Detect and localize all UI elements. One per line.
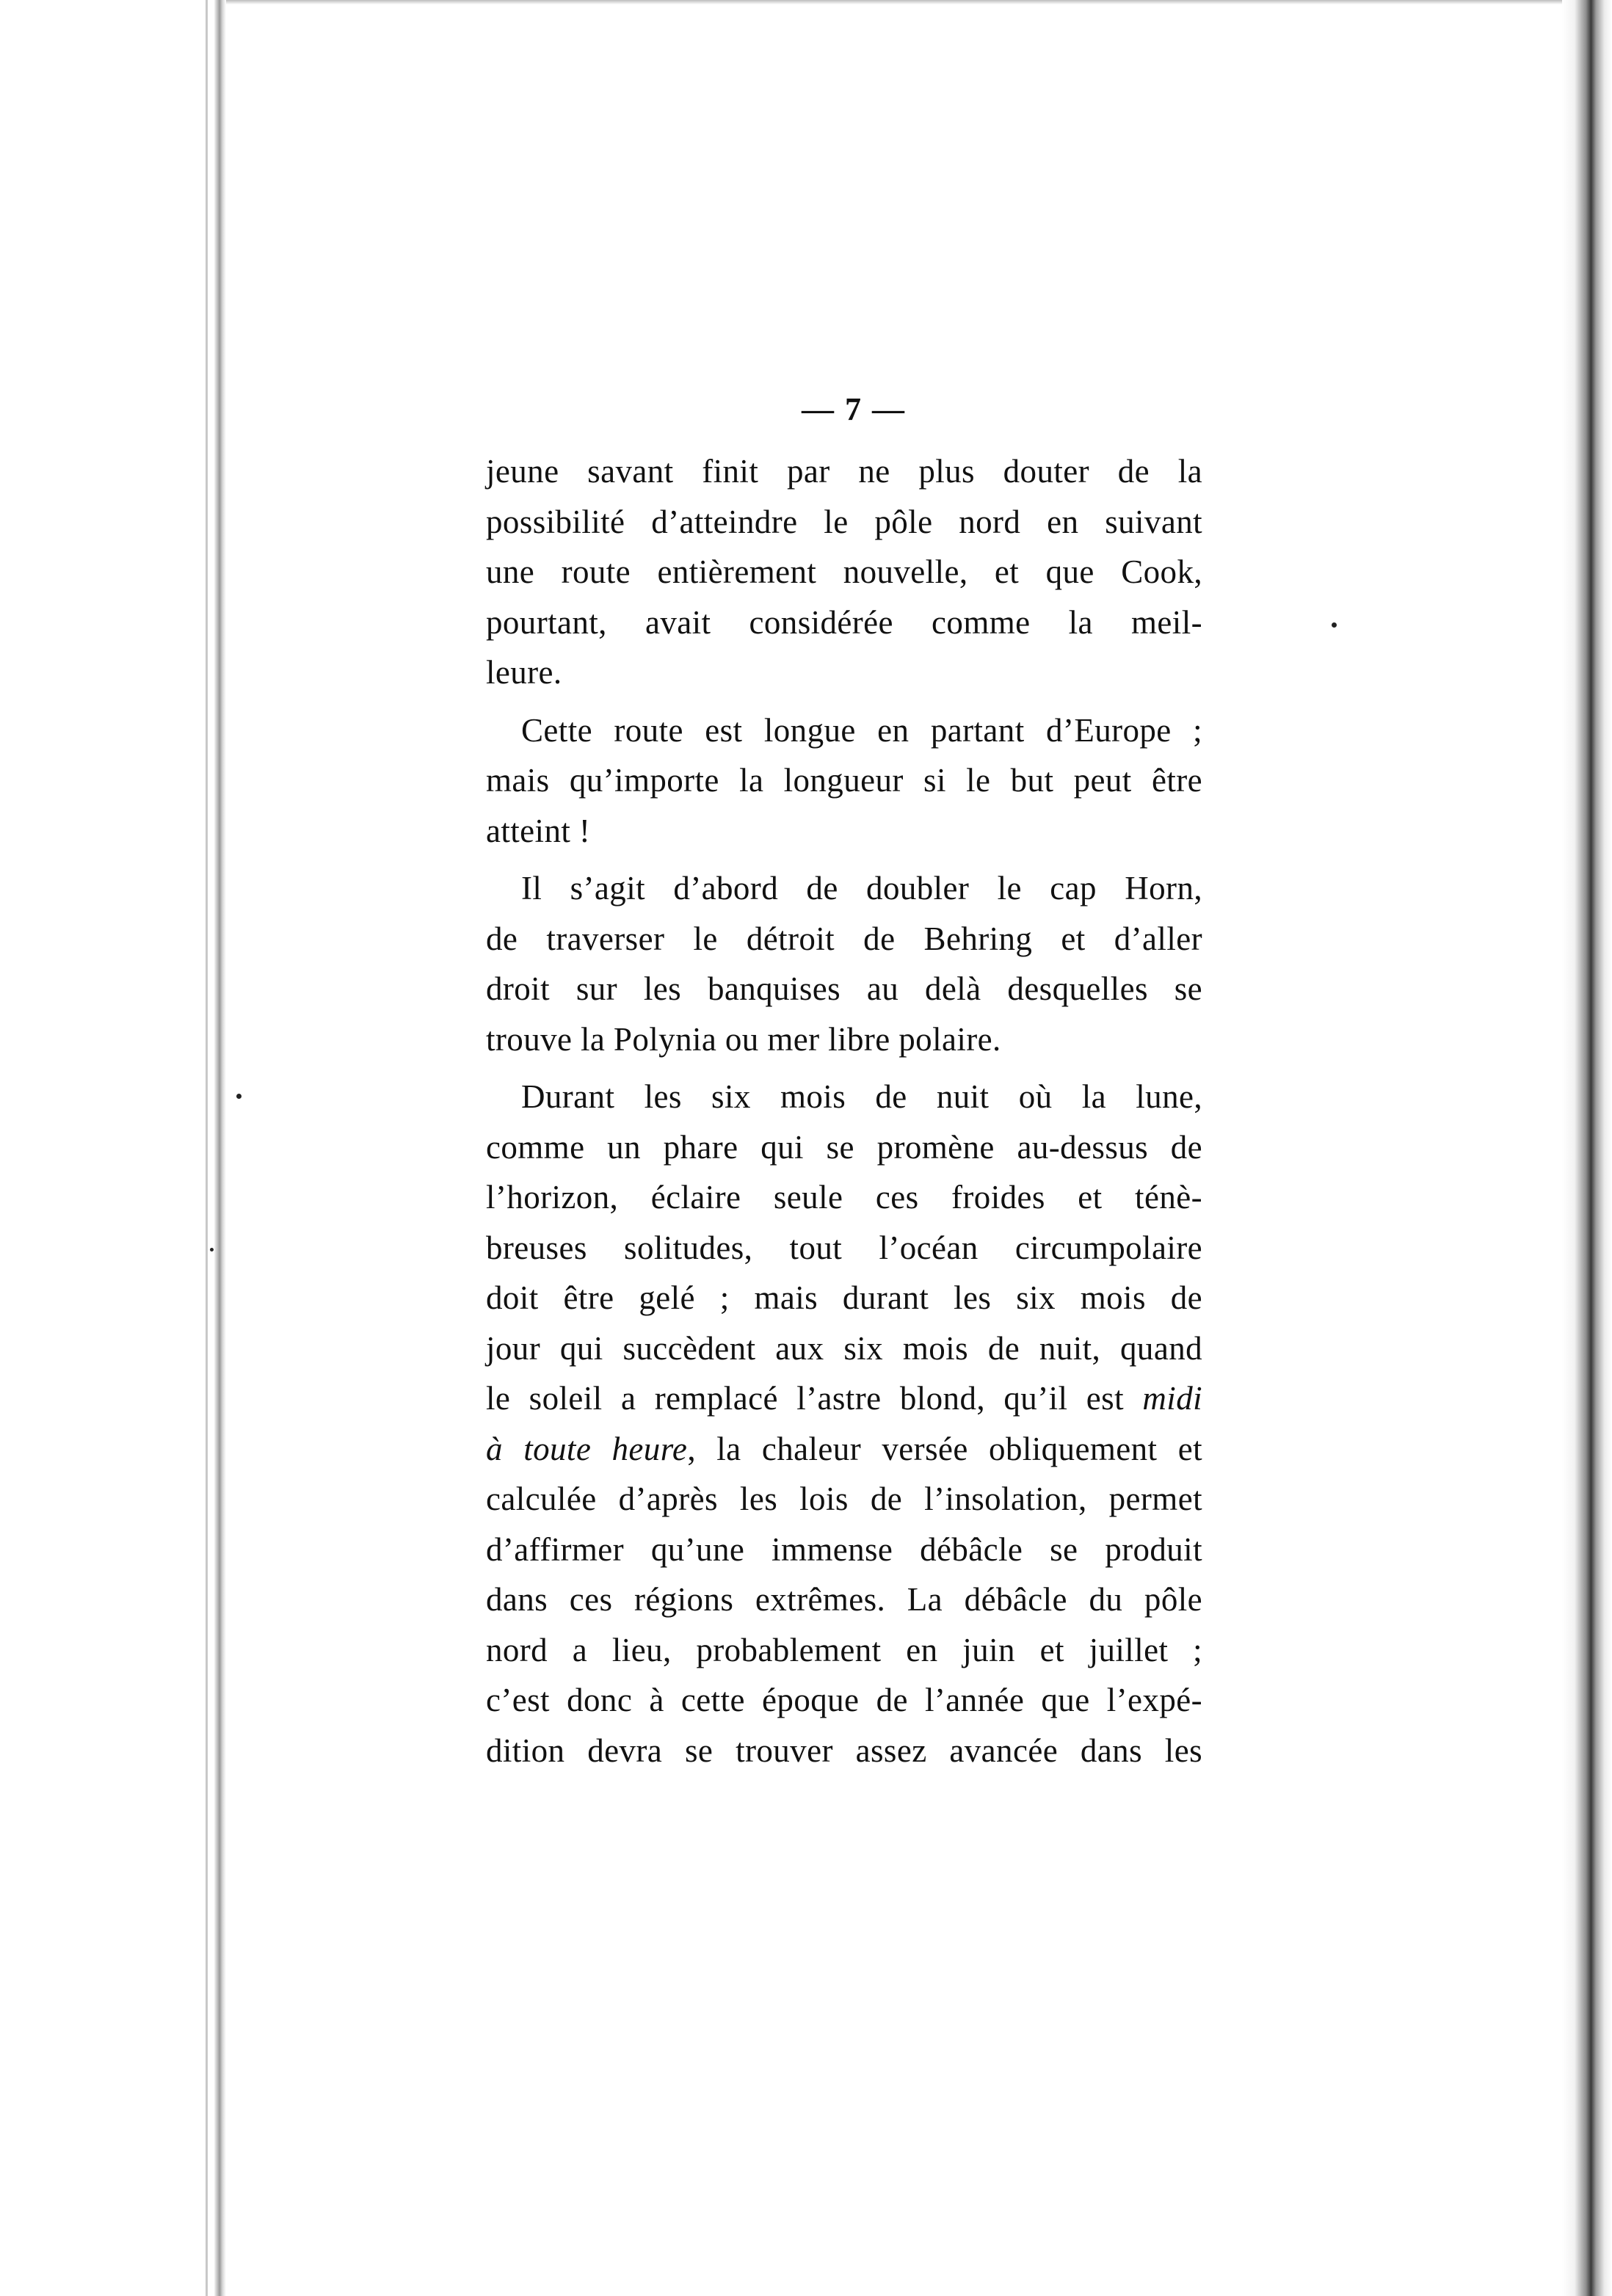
italic-phrase: à toute heure	[486, 1430, 688, 1467]
text-fragment: le soleil a remplacé l’astre blond, qu’il est midi	[486, 1380, 1202, 1417]
text-line: dition devra se trouver assez avancée dans les	[486, 1732, 1202, 1769]
text-line: comme un phare qui se promène au-dessus de	[486, 1128, 1202, 1166]
text-line: jeune savant finit par ne plus douter de la	[486, 453, 1202, 490]
page-number: — 7 —	[802, 391, 906, 427]
paragraph-1	[486, 446, 1202, 698]
text-line: pourtant, avait considérée comme la meil-	[486, 603, 1202, 641]
italic-phrase: midi	[1142, 1380, 1202, 1417]
text-line: c’est donc à cette époque de l’année que l’expé-	[486, 1682, 1202, 1718]
text-line: une route entièrement nouvelle, et que Cook,	[486, 553, 1202, 590]
scan-top-edge	[214, 0, 1565, 4]
scan-speck	[210, 1248, 214, 1251]
text-line: Durant les six mois de nuit où la lune,	[521, 1078, 1202, 1115]
text-line: Cette route est longue en partant d’Europe ;	[521, 711, 1202, 749]
text-line: Il s’agit d’abord de doubler le cap Horn,	[521, 870, 1202, 907]
text-line: dans ces régions extrêmes. La débâcle du pôle	[486, 1581, 1202, 1618]
text-line: calculée d’après les lois de l’insolation, permet	[486, 1481, 1202, 1517]
scan-left-line	[206, 0, 208, 2296]
text-line: atteint !	[486, 812, 591, 849]
body-text	[486, 446, 1202, 1776]
text-line: l’horizon, éclaire seule ces froides et ténè-	[486, 1179, 1202, 1216]
scan-speck	[236, 1094, 242, 1099]
text-line: nord a lieu, probablement en juin et juillet ;	[486, 1631, 1202, 1668]
text-line: droit sur les banquises au delà desquelles se	[486, 970, 1202, 1007]
text-fragment: à toute heure, la chaleur versée obliquement et	[486, 1430, 1202, 1467]
text-line: de traverser le détroit de Behring et d’aller	[486, 920, 1202, 957]
text-line: mais qu’importe la longueur si le but peut être	[486, 762, 1202, 799]
text-line: leure.	[486, 654, 562, 691]
scan-binding-edge	[214, 0, 226, 2296]
text-line-with-italic	[486, 1424, 1202, 1475]
scan-right-edge	[1562, 0, 1612, 2296]
paragraph-2	[486, 705, 1202, 857]
text-line: jour qui succèdent aux six mois de nuit, quand	[486, 1329, 1202, 1367]
paragraph-4	[486, 1072, 1202, 1776]
text-line: trouve la Polynia ou mer libre polaire.	[486, 1020, 1001, 1058]
text-line-with-italic	[486, 1373, 1202, 1424]
text-line: breuses solitudes, tout l’océan circumpolaire	[486, 1229, 1202, 1266]
paragraph-3	[486, 863, 1202, 1064]
scan-speck	[1332, 622, 1337, 628]
text-line: possibilité d’atteindre le pôle nord en suivant	[486, 503, 1202, 540]
text-line: d’affirmer qu’une immense débâcle se produit	[486, 1530, 1202, 1568]
text-line: doit être gelé ; mais durant les six mois de	[486, 1279, 1202, 1316]
